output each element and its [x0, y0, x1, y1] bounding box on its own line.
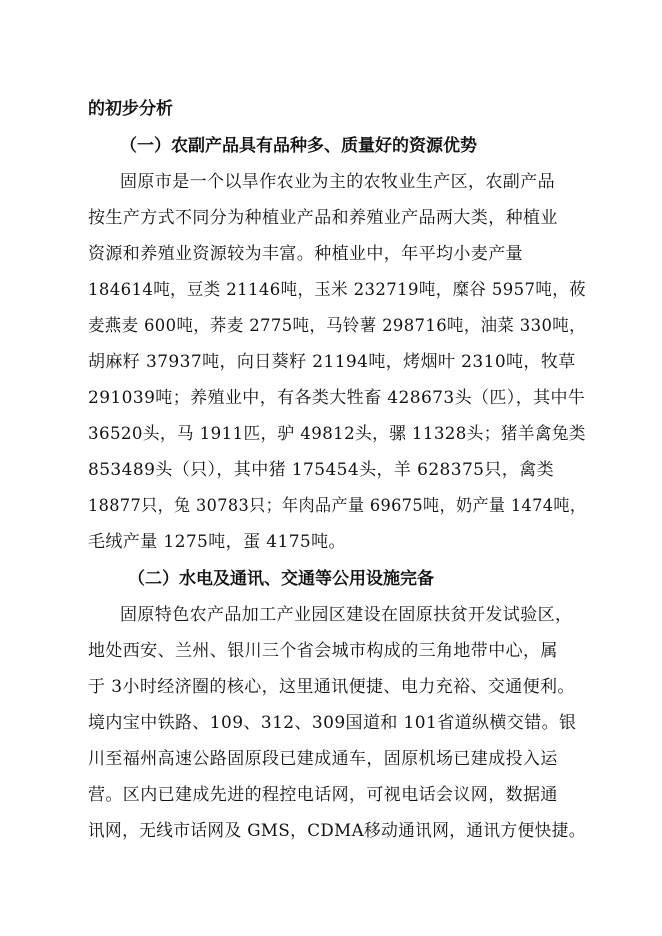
paragraph-line: 讯网，无线市话网及 GMS，CDMA移动通讯网，通讯方便快捷。 — [88, 821, 586, 841]
paragraph-line: 资源和养殖业资源较为丰富。种植业中，年平均小麦产量 — [88, 244, 523, 264]
paragraph-line: 于 3小时经济圈的核心，这里通讯便捷、电力充裕、交通便利。 — [88, 677, 575, 697]
paragraph-line: 36520头，马 1911匹，驴 49812头，骡 11328头；猪羊禽兔类 — [88, 424, 586, 444]
paragraph-line: 川至福州高速公路固原段已建成通车，固原机场已建成投入运 — [88, 749, 558, 769]
paragraph-line: 境内宝中铁路、109、312、309国道和 101省道纵横交错。银 — [88, 713, 577, 733]
paragraph-line: 853489头（只），其中猪 175454头，羊 628375只，禽类 — [88, 460, 554, 480]
paragraph-line: 184614吨，豆类 21146吨，玉米 232719吨，糜谷 5957吨，莜 — [88, 280, 586, 300]
subsection-title-2: （二）水电及通讯、交通等公用设施完备 — [128, 569, 434, 589]
paragraph-line: 291039吨；养殖业中，有各类大牲畜 428673头（匹），其中牛 — [88, 388, 586, 408]
section-heading: 的初步分析 — [88, 99, 173, 119]
paragraph-line: 18877只，兔 30783只；年肉品产量 69675吨，奶产量 1474吨， — [88, 496, 587, 516]
paragraph-line: 胡麻籽 37937吨，向日葵籽 21194吨，烤烟叶 2310吨，牧草 — [88, 352, 576, 372]
paragraph-line: 营。区内已建成先进的程控电话网，可视电话会议网，数据通 — [88, 785, 558, 805]
subsection-title-1: （一）农副产品具有品种多、质量好的资源优势 — [120, 136, 477, 156]
paragraph-line: 地处西安、兰州、银川三个省会城市构成的三角地带中心，属 — [88, 641, 558, 661]
paragraph-line: 毛绒产量 1275吨，蛋 4175吨。 — [88, 532, 346, 552]
paragraph-line: 固原市是一个以旱作农业为主的农牧业生产区，农副产品 — [120, 172, 555, 192]
paragraph-line: 固原特色农产品加工产业园区建设在固原扶贫开发试验区， — [120, 605, 573, 625]
paragraph-line: 按生产方式不同分为种植业产品和养殖业产品两大类，种植业 — [88, 208, 558, 228]
paragraph-line: 麦燕麦 600吨，荞麦 2775吨，马铃薯 298716吨，油菜 330吨， — [88, 316, 586, 336]
